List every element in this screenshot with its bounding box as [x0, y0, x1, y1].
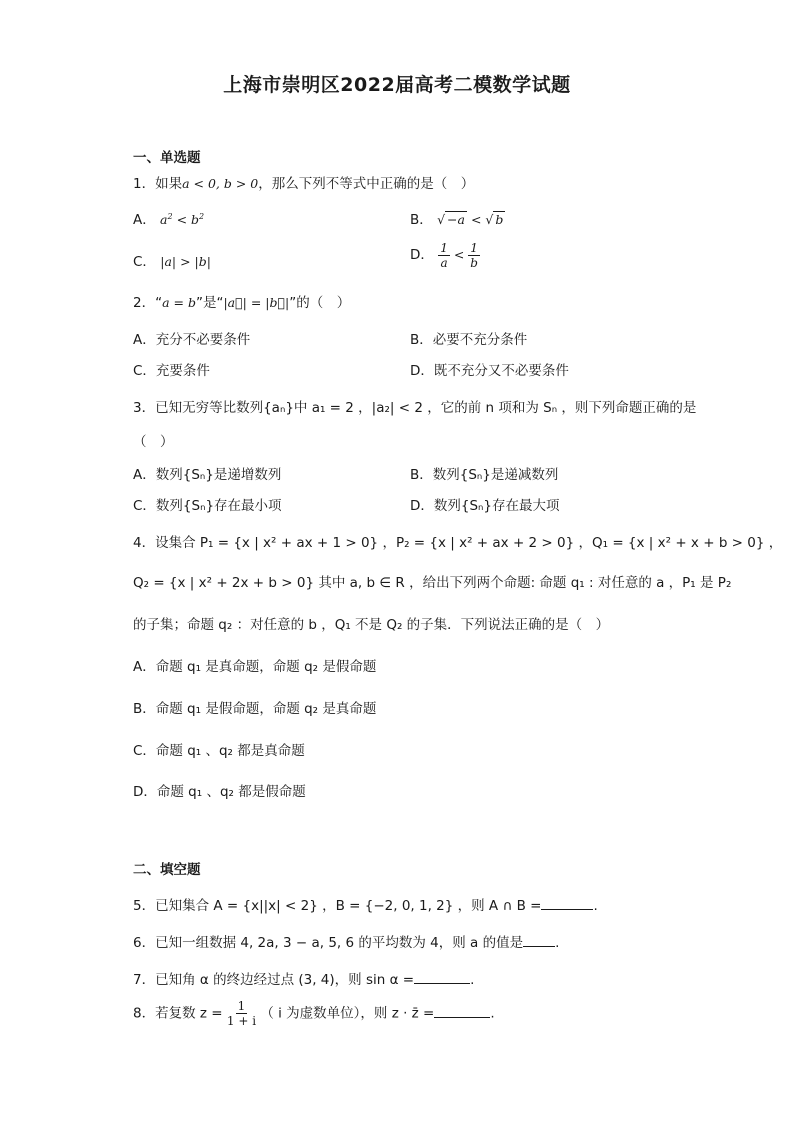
answer-blank	[523, 945, 555, 947]
page-title: 上海市崇明区2022届高考二模数学试题	[223, 74, 571, 96]
question-4-line-3: 的子集；命题 q₂ ：对任意的 b ，Q₁ 不是 Q₂ 的子集．下列说法正确的是（ ）	[133, 617, 610, 633]
question-5: 5．已知集合 A = {x||x| < 2} ，B = {−2, 0, 1, 2} ，则 A ∩ B = .	[133, 898, 598, 914]
question-4-line-1: 4．设集合 P₁ = {x | x² + ax + 1 > 0} ，P₂ = {x | x² + ax + 2 > 0} ，Q₁ = {x | x² + x + b > 0} ，	[133, 535, 783, 551]
question-3-line-2: （ ）	[133, 434, 174, 450]
question-4-line-2: Q₂ = {x | x² + 2x + b > 0} 其中 a, b ∈ R ，给出下列两个命题: 命题 q₁ : 对任意的 a ，P₁ 是 P₂	[133, 575, 732, 591]
q2-option-c: C．充要条件	[133, 363, 210, 379]
q3-option-a: A．数列{Sₙ}是递增数列	[133, 467, 282, 483]
q1-number: 1．	[133, 176, 156, 192]
q4-option-c: C．命题 q₁ 、q₂ 都是真命题	[133, 743, 305, 759]
q3-option-b: B．数列{Sₙ}是递减数列	[410, 467, 559, 483]
q3-option-d: D．数列{Sₙ}存在最大项	[410, 498, 560, 514]
q1-post: ，那么下列不等式中正确的是（ ）	[258, 176, 475, 192]
answer-blank	[541, 908, 593, 910]
answer-blank	[434, 1016, 490, 1018]
q1-condition: a < 0, b > 0	[182, 176, 259, 191]
section-single-choice: 一、单选题	[133, 150, 201, 166]
q1-option-c: C． |a| > |b|	[133, 254, 211, 270]
q4-option-d: D．命题 q₁ 、q₂ 都是假命题	[133, 784, 306, 800]
q4-option-a: A．命题 q₁ 是真命题，命题 q₂ 是假命题	[133, 659, 377, 675]
section-fill-blank: 二、填空题	[133, 862, 201, 878]
question-1	[133, 172, 474, 192]
question-2: 2．“a = b”是“|a⃗| = |b⃗|”的（ ）	[133, 295, 351, 311]
question-6: 6．已知一组数据 4, 2a, 3 − a, 5, 6 的平均数为 4，则 a 的值是 .	[133, 935, 560, 951]
answer-blank	[414, 982, 470, 984]
q3-option-c: C．数列{Sₙ}存在最小项	[133, 498, 282, 514]
q2-option-d: D．既不充分又不必要条件	[410, 363, 569, 379]
question-7: 7．已知角 α 的终边经过点 (3, 4)，则 sin α = .	[133, 972, 475, 988]
q1-pre: 如果	[155, 176, 183, 192]
q4-option-b: B．命题 q₁ 是假命题，命题 q₂ 是真命题	[133, 701, 377, 717]
q1-option-b: B． √ −a < √ b	[410, 212, 504, 228]
question-8: 8．若复数 z = $\frac{1}{1 + i}$ （ i 为虚数单位），则 z · z̄ = .	[133, 999, 495, 1028]
question-3-line-1: 3．已知无穷等比数列{aₙ}中 a₁ = 2 ，|a₂| < 2 ，它的前 n 项和为 Sₙ ，则下列命题正确的是	[133, 400, 697, 416]
q2-option-a: A．充分不必要条件	[133, 332, 251, 348]
q1-option-d: D． $\frac{1}{a}$ < $\frac{1}{b}$	[410, 241, 478, 270]
q1-option-a: A． $a^2 < b^2$	[133, 211, 205, 228]
q2-option-b: B．必要不充分条件	[410, 332, 528, 348]
